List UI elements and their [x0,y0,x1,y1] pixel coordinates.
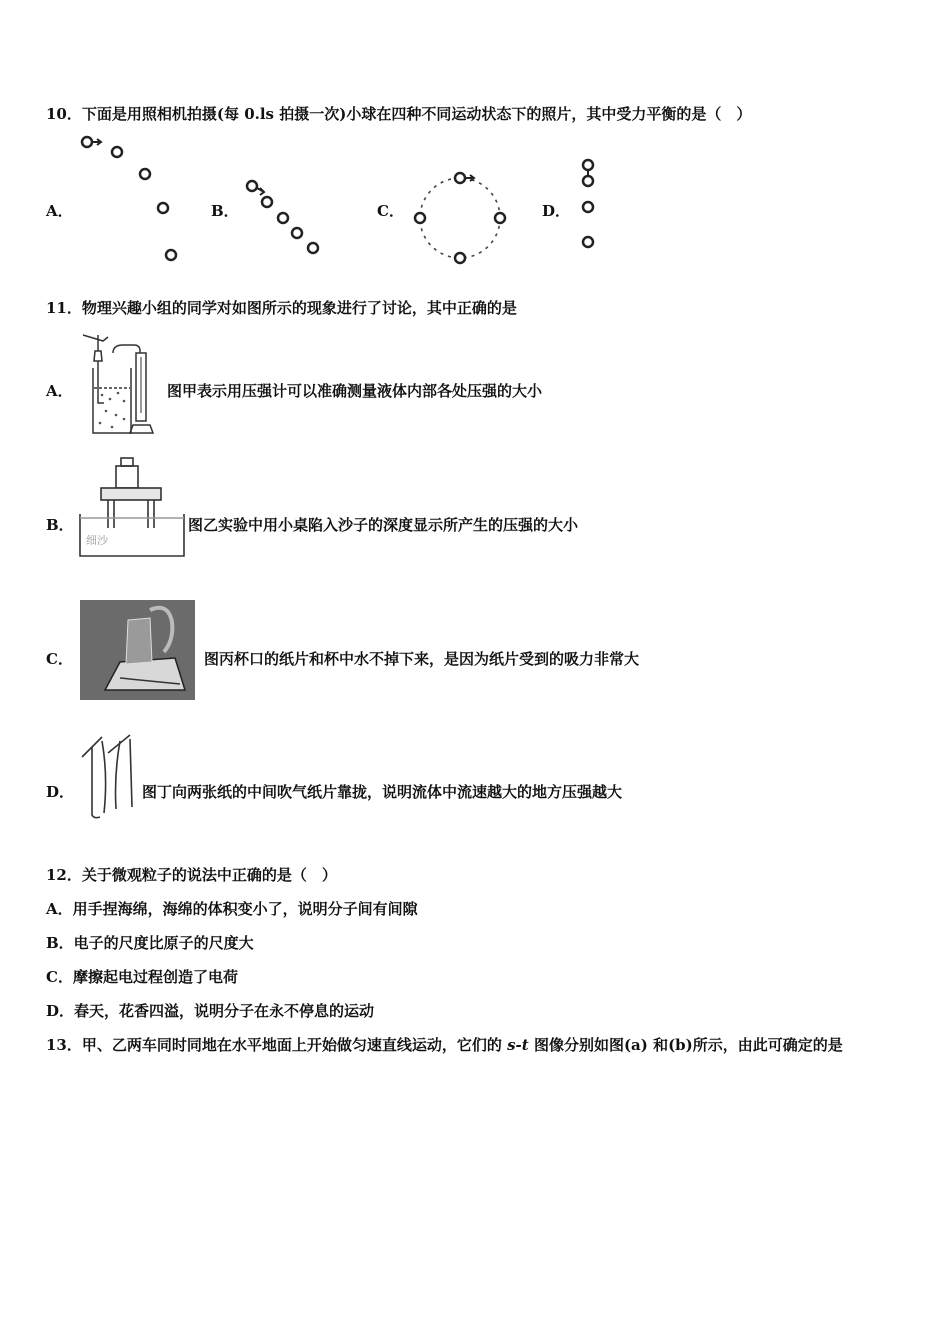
q13-stem-var: s-t [507,1036,529,1054]
q10-figure-b [242,178,322,258]
q10-figure-a [75,130,185,260]
q11-option-b-label: B． [46,516,74,534]
ball-icon [112,147,122,157]
ball-icon [166,250,176,260]
sand-label: 细沙 [86,534,108,547]
q12-option-a: A．用手捏海绵，海绵的体积变小了，说明分子间有间隙 [46,900,418,918]
q13-stem-before: 13．甲、乙两车同时同地在水平地面上开始做匀速直线运动，它们的 [46,1036,508,1054]
ball-icon [158,203,168,213]
q10-option-b-label: B． [211,202,239,220]
q12-option-c: C．摩擦起电过程创造了电荷 [46,968,238,986]
q10-figure-c [410,168,510,268]
ball-icon [495,213,505,223]
ball-icon [415,213,425,223]
q10-option-d-label: D． [542,202,571,220]
ball-icon [140,169,150,179]
ball-icon [583,160,593,170]
ball-icon [82,137,92,147]
ball-icon [583,237,593,247]
ball-icon [583,176,593,186]
q11-option-d-label: D． [46,783,75,801]
pressure-gauge-figure [78,333,163,438]
q12-stem: 12．关于微观粒子的说法中正确的是（ ） [46,866,337,884]
q11-option-a-text: 图甲表示用压强计可以准确测量液体内部各处压强的大小 [167,382,543,400]
q12-option-b: B．电子的尺度比原子的尺度大 [46,934,254,952]
q13-stem [46,1034,843,1055]
ball-icon [455,253,465,263]
q10-figure-d [574,155,604,255]
ball-icon [292,228,302,238]
ball-icon [455,173,465,183]
ball-icon [278,213,288,223]
q11-option-a-label: A． [46,382,73,400]
ball-icon [262,197,272,207]
q10-option-c-label: C． [377,202,404,220]
q10-stem: 10．下面是用照相机拍摄(每 0.ls 拍摄一次)小球在四种不同运动状态下的照片，其中受力平衡的是（ ） [46,105,752,123]
two-papers-figure [80,735,140,823]
ball-icon [247,181,257,191]
q11-option-d-text: 图丁向两张纸的中间吹气纸片靠拢，说明流体中流速越大的地方压强越大 [142,783,623,801]
q11-option-c-text: 图丙杯口的纸片和杯中水不掉下来，是因为纸片受到的吸力非常大 [204,650,640,668]
q10-option-a-label: A． [46,202,73,220]
q11-option-b-text: 图乙实验中用小桌陷入沙子的深度显示所产生的压强的大小 [188,516,579,534]
cup-paper-photo [80,600,195,700]
q11-stem: 11．物理兴趣小组的同学对如图所示的现象进行了讨论，其中正确的是 [46,299,517,317]
q11-option-c-label: C． [46,650,73,668]
ball-icon [308,243,318,253]
ball-icon [583,202,593,212]
q12-option-d: D．春天，花香四溢，说明分子在永不停息的运动 [46,1002,375,1020]
q13-stem-after: 图像分别如图(a) 和(b)所示，由此可确定的是 [528,1036,843,1054]
